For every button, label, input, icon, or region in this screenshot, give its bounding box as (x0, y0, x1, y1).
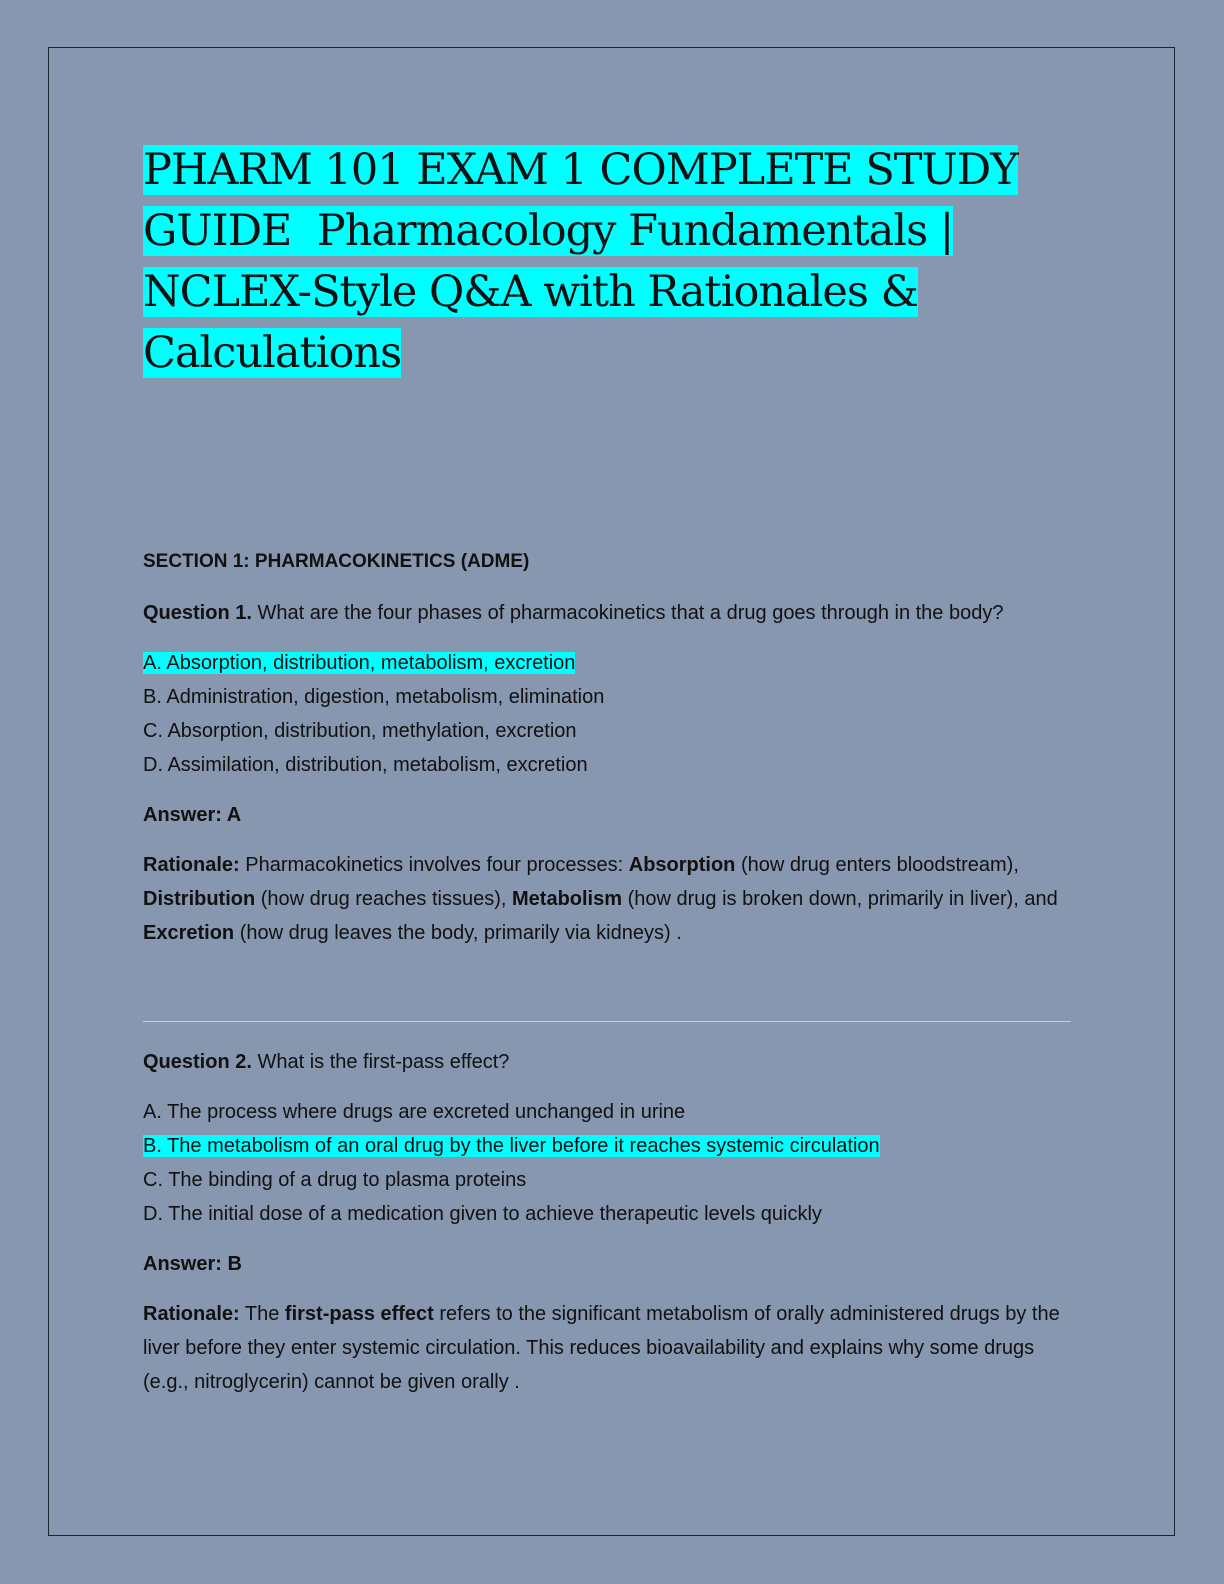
title-line-4: Calculations (143, 328, 402, 378)
rationale-1-text: Pharmacokinetics involves four processes: (239, 854, 629, 876)
option-b (143, 1129, 1083, 1163)
question-1 (143, 596, 1083, 630)
option-a (143, 646, 1083, 680)
question-1-text: What are the four phases of pharmacokinetics that a drug goes through in the body? (251, 602, 1004, 624)
rationale-1-label: Rationale: (143, 854, 240, 876)
question-2-options (143, 1095, 1083, 1231)
rationale-1-term-excretion: Excretion (143, 922, 235, 944)
option-c: C. The binding of a drug to plasma proteins (143, 1169, 527, 1191)
rationale-1-term-metabolism: Metabolism (512, 888, 623, 910)
option-d: D. The initial dose of a medication given to achieve therapeutic levels quickly (143, 1203, 822, 1225)
rationale-1-text: (how drug is broken down, primarily in liver), and (622, 888, 1058, 910)
question-2-text: What is the first-pass effect? (251, 1051, 510, 1073)
question-1-block (143, 596, 1083, 950)
title-line-3: NCLEX-Style Q&A with Rationales & (143, 267, 918, 317)
question-2-block (143, 1045, 1083, 1399)
option-a-text: A. Absorption, distribution, metabolism, excretion (143, 652, 576, 674)
option-a: A. The process where drugs are excreted unchanged in urine (143, 1101, 686, 1123)
option-c: C. Absorption, distribution, methylation, excretion (143, 720, 577, 742)
rationale-2-label: Rationale: (143, 1303, 240, 1325)
rationale-1-text: (how drug leaves the body, primarily via kidneys) . (234, 922, 682, 944)
rationale-1 (143, 848, 1083, 950)
rationale-1-text: (how drug enters bloodstream), (735, 854, 1019, 876)
option-b: B. Administration, digestion, metabolism, elimination (143, 686, 605, 708)
rationale-2-term-first-pass: first-pass effect (284, 1303, 434, 1325)
rationale-2-text: refers to the significant metabolism of orally administered drugs by the liver before they enter systemic circulation. This reduces bioavailability and explains why some drugs (e.g., nitroglycerin) cannot be given orally . (143, 1303, 1060, 1393)
question-2-label: Question 2. (143, 1051, 252, 1073)
rationale-2-text: The (239, 1303, 285, 1325)
document-title (143, 140, 1083, 384)
section-heading: SECTION 1: PHARMACOKINETICS (ADME) (143, 551, 530, 572)
rationale-2 (143, 1297, 1083, 1399)
answer-2: Answer: B (143, 1253, 242, 1275)
document-content (143, 140, 1083, 1393)
rationale-1-term-distribution: Distribution (143, 888, 256, 910)
option-b-text: B. The metabolism of an oral drug by the liver before it reaches systemic circulation (143, 1135, 880, 1157)
question-2 (143, 1045, 1083, 1079)
option-d: D. Assimilation, distribution, metabolism, excretion (143, 754, 588, 776)
title-line-2: GUIDE Pharmacology Fundamentals | (143, 206, 954, 256)
rationale-1-term-absorption: Absorption (628, 854, 736, 876)
rationale-1-text: (how drug reaches tissues), (255, 888, 512, 910)
question-1-options (143, 646, 1083, 782)
section-divider (143, 1021, 1071, 1022)
answer-1: Answer: A (143, 804, 242, 826)
title-line-1: PHARM 101 EXAM 1 COMPLETE STUDY (143, 145, 1018, 195)
question-1-label: Question 1. (143, 602, 252, 624)
